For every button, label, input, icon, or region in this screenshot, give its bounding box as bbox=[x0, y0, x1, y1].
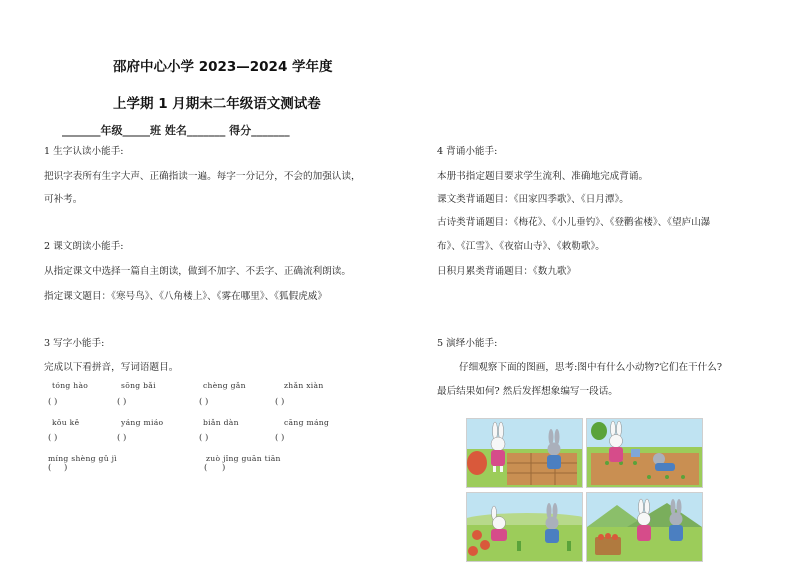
section-1-line: 把识字表所有生字大声、正确指读一遍。每字一分记分，不会的加强认读， bbox=[44, 171, 361, 182]
section-4-line: 古诗类背诵题目：《梅花》、《小儿垂钓》、《登鹳雀楼》、《望庐山瀑 bbox=[437, 217, 711, 228]
pinyin-item: míng shèng gǔ jì bbox=[48, 454, 117, 463]
section-5-heading: 5 演绎小能手: bbox=[437, 338, 498, 349]
section-5-line: 仔细观察下面的图画，思考:图中有什么小动物?它们在干什么? bbox=[459, 362, 722, 373]
page-subtitle: 上学期 1 月期末二年级语文测试卷 bbox=[113, 96, 321, 112]
answer-brackets[interactable]: ( ) bbox=[48, 433, 58, 443]
answer-brackets[interactable]: ( ) bbox=[48, 463, 73, 473]
pinyin-item: zuò jǐng guān tiān bbox=[206, 454, 281, 463]
answer-brackets[interactable]: ( ) bbox=[117, 433, 127, 443]
section-4-line: 日积月累类背诵题目：《数九歌》 bbox=[437, 266, 577, 277]
answer-brackets[interactable]: ( ) bbox=[117, 397, 127, 407]
answer-brackets[interactable]: ( ) bbox=[199, 397, 209, 407]
section-4-line: 课文类背诵题目：《田家四季歌》、《日月潭》。 bbox=[437, 194, 629, 205]
pinyin-item: kǒu kě bbox=[52, 418, 80, 427]
pinyin-item: zhǎn xiàn bbox=[284, 381, 324, 390]
pinyin-item: tóng hào bbox=[52, 381, 89, 390]
story-panel-1 bbox=[466, 418, 583, 488]
pinyin-item: yáng miáo bbox=[121, 418, 164, 427]
answer-brackets[interactable]: ( ) bbox=[275, 433, 285, 443]
section-2-heading: 2 课文朗读小能手: bbox=[44, 241, 124, 252]
student-info-line: _______年级_____班 姓名_______ 得分_______ bbox=[62, 124, 290, 137]
answer-brackets[interactable]: ( ) bbox=[275, 397, 285, 407]
section-3-instruction: 完成以下看拼音，写词语题目。 bbox=[44, 362, 179, 373]
story-panel-3 bbox=[466, 492, 583, 562]
section-4-heading: 4 背诵小能手: bbox=[437, 146, 498, 157]
pinyin-item: sōng bǎi bbox=[121, 381, 156, 390]
section-5-line: 最后结果如何? 然后发挥想象编写一段话。 bbox=[437, 386, 618, 397]
section-2-line: 从指定课文中选择一篇自主朗读，做到不加字、不丢字、正确流利朗读。 bbox=[44, 266, 351, 277]
pinyin-item: biǎn dàn bbox=[203, 418, 239, 427]
section-4-line: 本册书指定题目要求学生流利、准确地完成背诵。 bbox=[437, 171, 649, 182]
story-panel-2 bbox=[586, 418, 703, 488]
section-3-heading: 3 写字小能手: bbox=[44, 338, 105, 349]
section-1-line: 可补考。 bbox=[44, 194, 83, 205]
page-title: 邵府中心小学 2023—2024 学年度 bbox=[113, 59, 333, 75]
section-4-line: 布》、《江雪》、《夜宿山寺》、《敕勒歌》。 bbox=[437, 241, 605, 252]
pinyin-item: chèng gǎn bbox=[203, 381, 246, 390]
pinyin-item: cāng máng bbox=[284, 418, 330, 427]
answer-brackets[interactable]: ( ) bbox=[204, 463, 232, 473]
story-panel-4 bbox=[586, 492, 703, 562]
section-1-heading: 1 生字认读小能手: bbox=[44, 146, 124, 157]
answer-brackets[interactable]: ( ) bbox=[199, 433, 209, 443]
story-pictures bbox=[466, 418, 703, 560]
answer-brackets[interactable]: ( ) bbox=[48, 397, 58, 407]
section-2-line: 指定课文题目：《寒号鸟》、《八角楼上》、《雾在哪里》、《狐假虎威》 bbox=[44, 291, 327, 302]
